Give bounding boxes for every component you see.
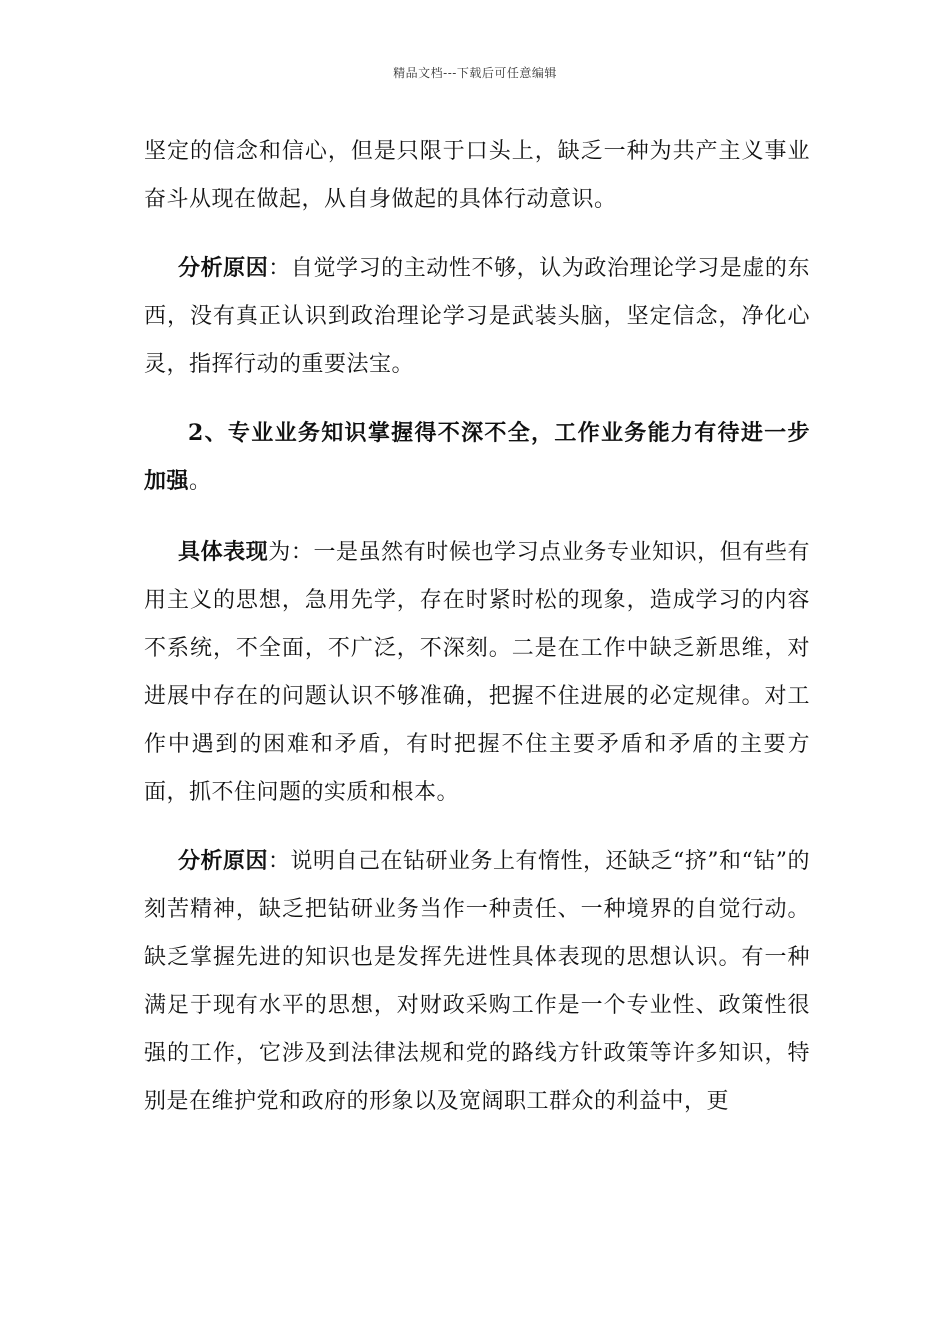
paragraph-text: ：说明自己在钻研业务上有惰性，还缺乏“挤”和“钻”的刻苦精神，缺乏把钻研业务当作一种责任、一种境界的自觉行动。缺乏掌握先进的知识也是发挥先进性具体表现的思想认识。有一种满足于现有水平的思想，对财政采购工作是一个专业性、政策性很强的工作，它涉及到法律法规和党的路线方针政策等许多知识，特别是在维护党和政府的形象以及宽阔职工群众的利益中，更 bbox=[144, 849, 811, 1114]
page-header: 精品文档---下载后可任意编辑 bbox=[393, 66, 557, 80]
paragraph-text: ：自觉学习的主动性不够，认为政治理论学习是虚的东西，没有真正认识到政治理论学习是武装头脑，坚定信念，净化心灵，指挥行动的重要法宝。 bbox=[144, 256, 810, 377]
paragraph-manifestation bbox=[144, 528, 810, 817]
section-heading-text: 2、专业业务知识掌握得不深不全，工作业务能力有待进一步加强 bbox=[144, 420, 810, 494]
paragraph-lead-label: 分析原因 bbox=[178, 848, 269, 874]
paragraph-text: 坚定的信念和信心，但是只限于口头上，缺乏一种为共产主义事业奋斗从现在做起，从自身做起的具体行动意识。 bbox=[144, 139, 810, 212]
section-heading-2 bbox=[144, 409, 810, 506]
paragraph-intro-continuation bbox=[144, 128, 810, 224]
paragraph-analysis-2 bbox=[144, 837, 810, 1126]
paragraph-analysis-1 bbox=[144, 244, 810, 389]
section-heading-tail: 。 bbox=[189, 469, 212, 494]
document-body bbox=[144, 128, 810, 1146]
paragraph-text: 为：一是虽然有时候也学习点业务专业知识，但有些有用主义的思想，急用先学，存在时紧时松的现象，造成学习的内容不系统，不全面，不广泛，不深刻。二是在工作中缺乏新思维，对进展中存在的问题认识不够准确，把握不住进展的必定规律。对工作中遇到的困难和矛盾，有时把握不住主要矛盾和矛盾的主要方面，抓不住问题的实质和根本。 bbox=[144, 540, 810, 805]
paragraph-lead-label: 分析原因 bbox=[178, 255, 269, 281]
paragraph-lead-label: 具体表现 bbox=[178, 539, 269, 565]
